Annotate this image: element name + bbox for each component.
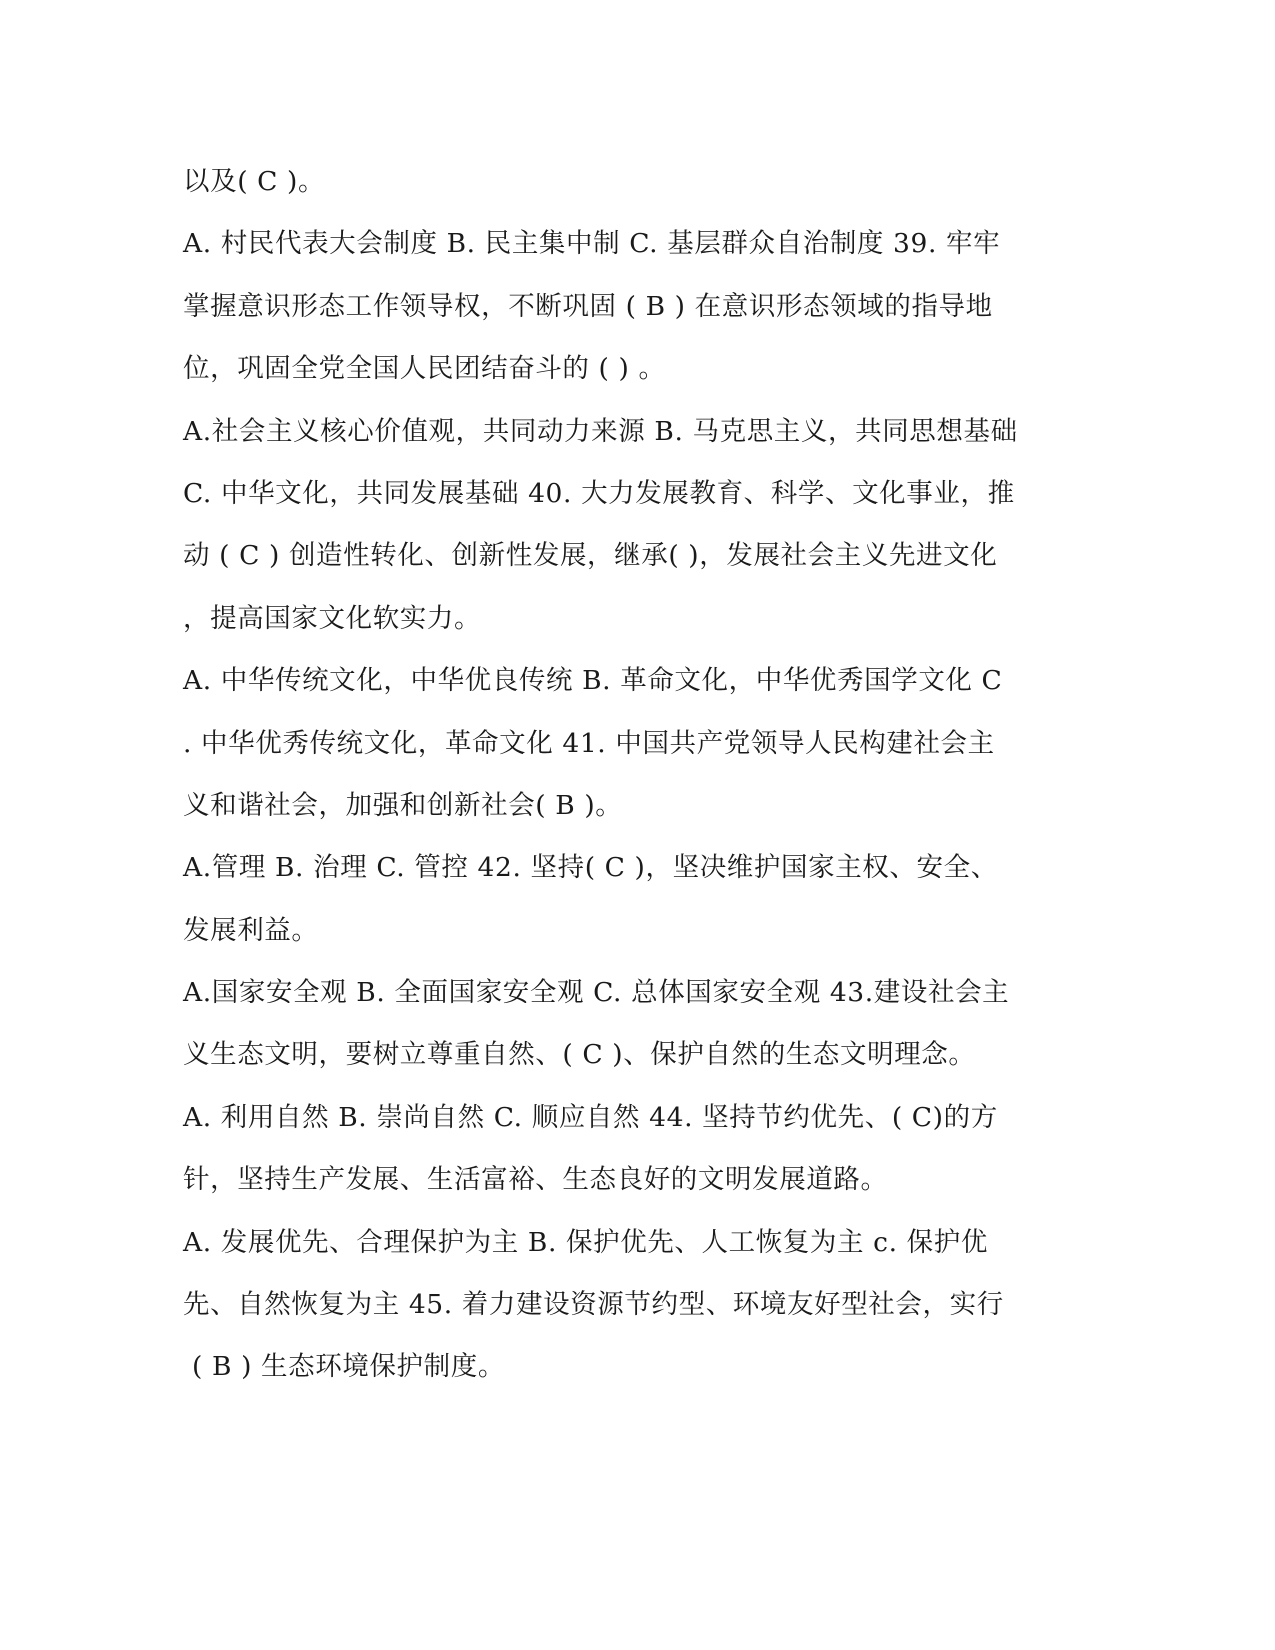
text-line: . 中华优秀传统文化，革命文化 41. 中国共产党领导人民构建社会主 — [183, 727, 995, 759]
text-line: ( B ) 生态环境保护制度。 — [183, 1351, 505, 1383]
text-line: A. 中华传统文化，中华优良传统 B. 革命文化，中华优秀国学文化 C — [183, 665, 1003, 697]
text-line: A.国家安全观 B. 全面国家安全观 C. 总体国家安全观 43.建设社会主 — [183, 977, 1010, 1009]
text-line: A. 发展优先、合理保护为主 B. 保护优先、人工恢复为主 c. 保护优 — [183, 1226, 988, 1258]
text-line: A. 村民代表大会制度 B. 民主集中制 C. 基层群众自治制度 39. 牢牢 — [183, 228, 1001, 260]
text-line: 针，坚持生产发展、生活富裕、生态良好的文明发展道路。 — [183, 1164, 888, 1196]
text-line: ，提高国家文化软实力。 — [183, 602, 482, 634]
document-body — [183, 162, 1083, 1410]
text-line: 发展利益。 — [183, 914, 319, 946]
text-line: 义和谐社会，加强和创新社会( B )。 — [183, 789, 623, 821]
text-line: A.社会主义核心价值观，共同动力来源 B. 马克思主义，共同思想基础 — [183, 415, 1018, 447]
text-line: A. 利用自然 B. 崇尚自然 C. 顺应自然 44. 坚持节约优先、( C)的方 — [183, 1101, 998, 1133]
text-line: 位，巩固全党全国人民团结奋斗的 ( ) 。 — [183, 353, 666, 385]
text-line: 动 ( C ) 创造性转化、创新性发展，继承( )，发展社会主义先进文化 — [183, 540, 998, 572]
text-line: 先、自然恢复为主 45. 着力建设资源节约型、环境友好型社会，实行 — [183, 1289, 1004, 1321]
text-line: 义生态文明，要树立尊重自然、( C )、保护自然的生态文明理念。 — [183, 1039, 976, 1071]
text-line: A.管理 B. 治理 C. 管控 42. 坚持( C )，坚决维护国家主权、安全、 — [183, 852, 998, 884]
text-line: 掌握意识形态工作领导权，不断巩固 ( B ) 在意识形态领域的指导地 — [183, 290, 993, 322]
text-line: 以及( C )。 — [183, 166, 326, 197]
text-line: C. 中华文化，共同发展基础 40. 大力发展教育、科学、文化事业，推 — [183, 477, 1015, 509]
